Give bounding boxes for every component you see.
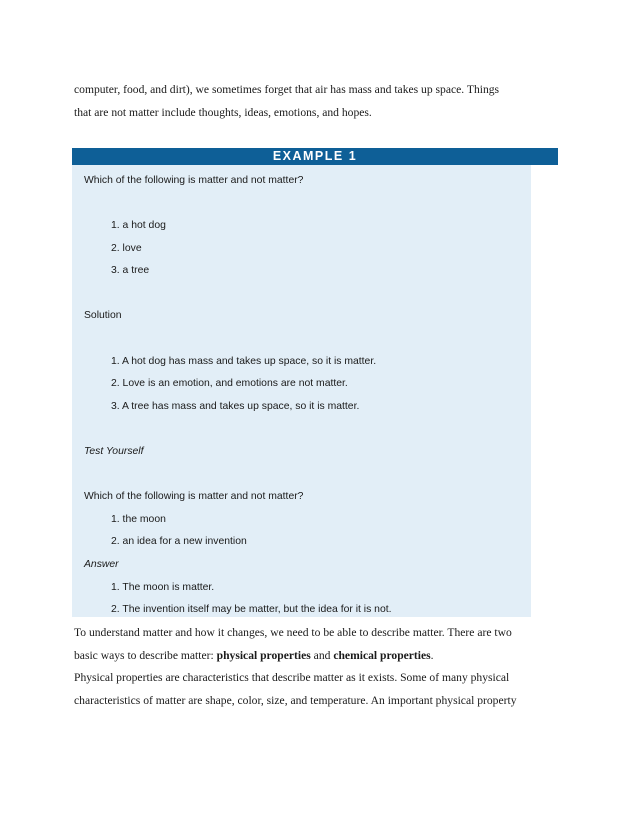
list-item: 3. a tree: [111, 265, 150, 276]
solution-item: 2. Love is an emotion, and emotions are not matter.: [111, 378, 348, 389]
answer-item: 2. The invention itself may be matter, but the idea for it is not.: [111, 604, 392, 615]
example-question: Which of the following is matter and not matter?: [84, 175, 304, 186]
list-item: 1. a hot dog: [111, 220, 166, 231]
intro-line-1: computer, food, and dirt), we sometimes forget that air has mass and takes up space. Things: [74, 83, 500, 96]
solution-item: 1. A hot dog has mass and takes up space, so it is matter.: [111, 356, 377, 367]
intro-line-2: that are not matter include thoughts, ideas, emotions, and hopes.: [74, 105, 372, 119]
para1-line-2b: and: [310, 648, 334, 662]
list-item: 2. love: [111, 243, 142, 254]
para1-line-2c: .: [430, 648, 434, 662]
example-header: EXAMPLE 1: [72, 148, 558, 165]
answer-item: 1. The moon is matter.: [111, 582, 215, 593]
test-yourself-label: Test Yourself: [84, 446, 144, 457]
para1-line-1: To understand matter and how it changes, we need to be able to describe matter. There are two: [74, 626, 512, 639]
intro-paragraph: [74, 79, 560, 124]
test-item: 2. an idea for a new invention: [111, 536, 247, 547]
para2-line-1: Physical properties are characteristics that describe matter as it exists. Some of many physical: [74, 671, 510, 684]
properties-paragraph: [74, 622, 560, 667]
solution-label: Solution: [84, 310, 122, 321]
para2-line-2: characteristics of matter are shape, color, size, and temperature. An important physical property: [74, 693, 517, 707]
chemical-properties-term: chemical properties: [333, 648, 431, 662]
test-question: Which of the following is matter and not matter?: [84, 491, 304, 502]
answer-label: Answer: [84, 559, 119, 570]
test-item: 1. the moon: [111, 514, 166, 525]
physical-properties-term: physical properties: [216, 648, 311, 662]
para1-line-2a: basic ways to describe matter:: [74, 648, 217, 662]
solution-item: 3. A tree has mass and takes up space, so it is matter.: [111, 401, 360, 412]
physical-properties-paragraph: [74, 667, 560, 712]
